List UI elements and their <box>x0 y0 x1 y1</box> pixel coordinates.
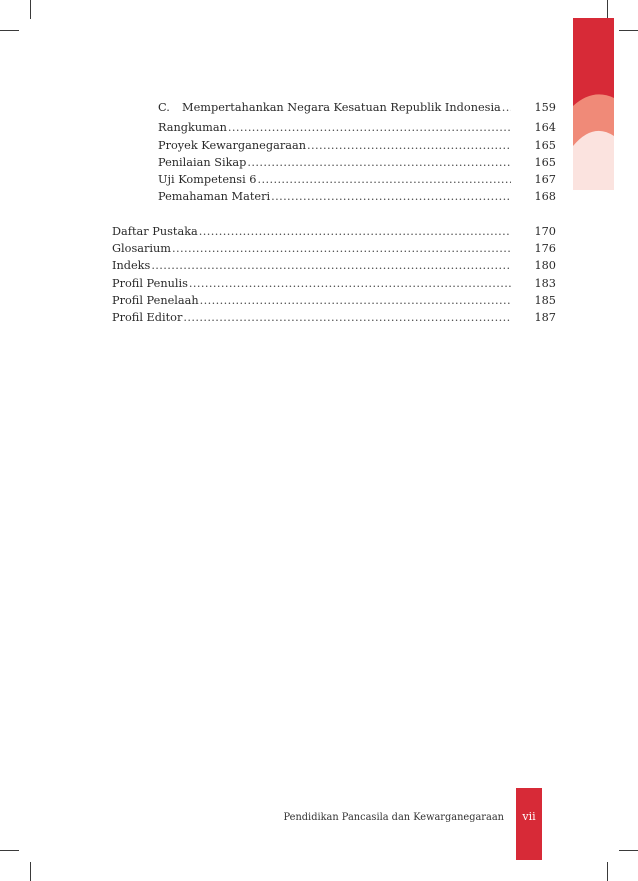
toc-dot-leader <box>307 138 511 154</box>
toc-entry[interactable] <box>112 310 556 326</box>
toc-entry-label: Indeks <box>112 259 151 272</box>
toc-entry-page: 183 <box>534 277 556 290</box>
toc-entry-page: 180 <box>534 259 556 272</box>
toc-entry-label: Uji Kompetensi 6 <box>158 173 257 186</box>
toc-entry[interactable] <box>112 276 556 292</box>
toc-dot-leader <box>172 241 511 257</box>
crop-mark <box>607 862 608 881</box>
toc-entry-label: Penilaian Sikap <box>158 156 247 169</box>
toc-entry-page: 176 <box>534 242 556 255</box>
toc-entry-label: Rangkuman <box>158 121 227 134</box>
toc-entry-page: 170 <box>534 225 556 238</box>
toc-entry-label: Daftar Pustaka <box>112 225 198 238</box>
toc-dot-leader <box>200 293 511 309</box>
footer-book-title: Pendidikan Pancasila dan Kewarganegaraan <box>283 812 504 823</box>
toc-dot-leader <box>502 100 511 116</box>
crop-mark <box>619 850 638 851</box>
toc-entry[interactable] <box>158 120 556 136</box>
toc-entry-prefix: C. <box>158 101 170 114</box>
toc-entry[interactable] <box>112 241 556 257</box>
crop-mark <box>0 850 19 851</box>
toc-entry-page: 168 <box>534 190 556 203</box>
toc-entry[interactable] <box>158 189 556 205</box>
toc-entry-page: 167 <box>534 173 556 186</box>
crop-mark <box>30 0 31 19</box>
toc-entry-page: 165 <box>534 156 556 169</box>
toc-entry[interactable] <box>158 138 556 154</box>
chapter-tab-decoration <box>573 18 614 190</box>
toc-entry-page: 159 <box>534 101 556 114</box>
toc-entry-label: Profil Penelaah <box>112 294 199 307</box>
toc-entry[interactable] <box>158 100 556 116</box>
toc-entry-page: 165 <box>534 139 556 152</box>
toc-entry-label: Profil Penulis <box>112 277 188 290</box>
crop-mark <box>607 0 608 19</box>
toc-entry-label: Proyek Kewarganegaraan <box>158 139 306 152</box>
page-number: vii <box>522 810 536 823</box>
toc-dot-leader <box>183 310 511 326</box>
crop-mark <box>30 862 31 881</box>
toc-entry-label: Mempertahankan Negara Kesatuan Republik Indonesia <box>182 101 501 114</box>
toc-entry[interactable] <box>112 293 556 309</box>
toc-entry-page: 164 <box>534 121 556 134</box>
toc-dot-leader <box>247 155 511 171</box>
toc-dot-leader <box>151 258 511 274</box>
page-number-tab <box>516 788 542 860</box>
toc-entry-page: 187 <box>534 311 556 324</box>
toc-dot-leader <box>199 224 511 240</box>
crop-mark <box>619 30 638 31</box>
toc-entry-page: 185 <box>534 294 556 307</box>
toc-dot-leader <box>228 120 511 136</box>
toc-entry[interactable] <box>158 155 556 171</box>
crop-mark <box>0 30 19 31</box>
toc-entry[interactable] <box>112 258 556 274</box>
toc-entry-label: Profil Editor <box>112 311 183 324</box>
toc-dot-leader <box>189 276 511 292</box>
toc-entry-label: Glosarium <box>112 242 171 255</box>
toc-dot-leader <box>257 172 511 188</box>
toc-entry[interactable] <box>158 172 556 188</box>
toc-entry[interactable] <box>112 224 556 240</box>
toc-entry-label: Pemahaman Materi <box>158 190 271 203</box>
toc-dot-leader <box>271 189 511 205</box>
